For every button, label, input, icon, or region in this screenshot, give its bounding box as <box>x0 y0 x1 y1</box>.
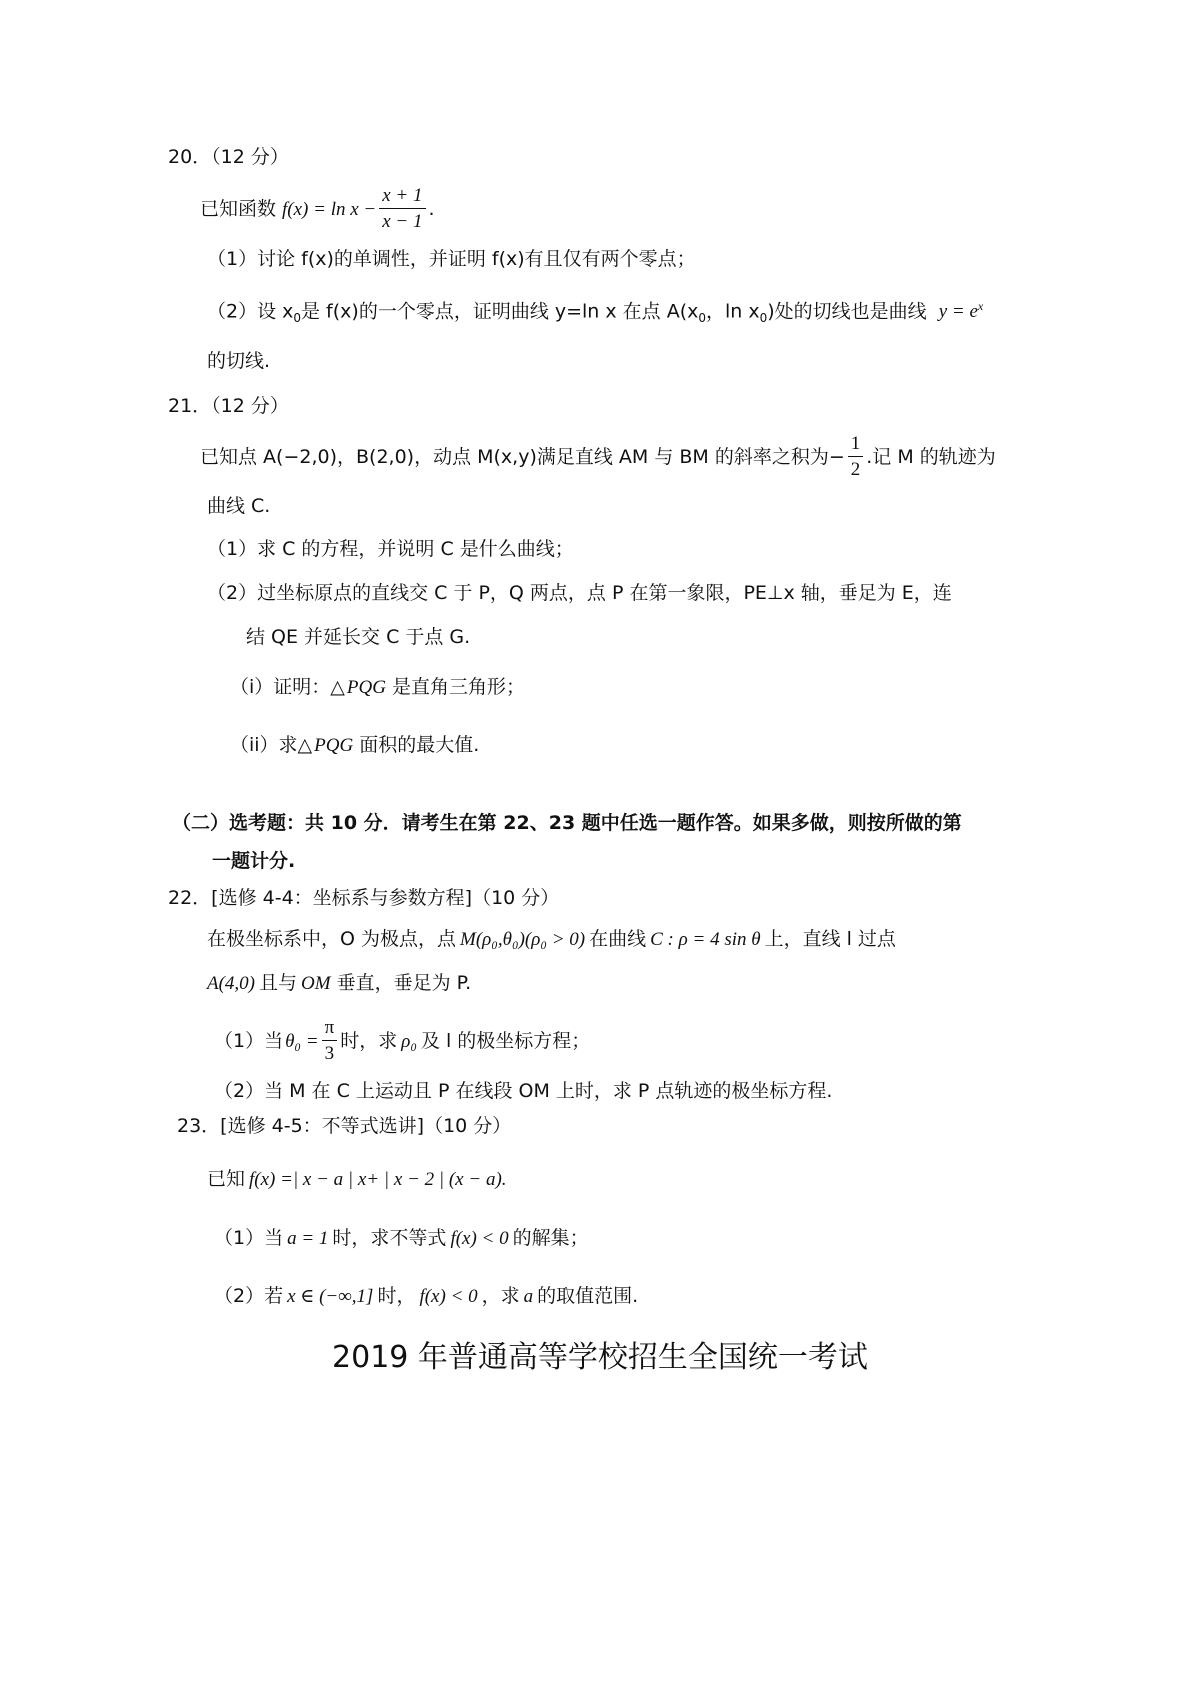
q23-number: 23．[选修 4-5：不等式选讲]（10 分） <box>177 1115 512 1137</box>
section2-heading: （二）选考题：共 10 分．请考生在第 22、23 题中任选一题作答。如果多做，则按所做的第 <box>172 812 962 834</box>
q21-part2-cont: 结 QE 并延长交 C 于点 G. <box>246 626 471 648</box>
q21-part-i-a: （i）证明：△ <box>230 676 345 698</box>
q22-part1 <box>214 1015 590 1067</box>
q21-part-ii-a: （ii）求△ <box>230 734 313 756</box>
q23-part2-c: ，求 <box>481 1285 520 1307</box>
q23-part1-a: （1）当 <box>214 1227 284 1249</box>
q21-part-ii-b: 面积的最大值. <box>359 734 480 756</box>
q22-fraction-denominator: 3 <box>324 1043 335 1064</box>
q21-stem <box>200 430 996 484</box>
q21-part-i <box>230 678 525 697</box>
q21-stem-a: 已知点 A(−2,0)，B(2,0)，动点 M(x,y)满足直线 AM 与 BM 的斜率之积为− <box>200 445 845 468</box>
q20-part2 <box>207 300 983 324</box>
q21-part-i-triangle: PQG <box>346 677 386 698</box>
q22-part1-c: 及 l 的极坐标方程； <box>420 1029 591 1052</box>
q20-part2-b: 是 f(x)的一个零点，证明曲线 y=ln x 在点 A(x <box>301 300 699 323</box>
section2-heading-cont: 一题计分. <box>212 850 296 872</box>
q21-fraction-numerator: 1 <box>848 434 864 457</box>
q20-stem-prefix: 已知函数 <box>200 197 277 220</box>
q23-stem <box>207 1170 507 1189</box>
footer-title: 2019 年普通高等学校招生全国统一考试 <box>332 1340 868 1375</box>
q23-a: a <box>523 1286 534 1307</box>
q22-point-a: A(4,0) <box>207 973 256 994</box>
q20-fraction-denominator: x − 1 <box>382 211 423 232</box>
q20-part2-sub2: 0 <box>698 311 706 326</box>
q23-part2 <box>214 1287 638 1306</box>
q23-part2-a: （2）若 <box>214 1285 284 1307</box>
q20-number: 20．（12 分） <box>168 146 289 168</box>
q23-function: f(x) =| x − a | x+ | x − 2 | (x − a). <box>249 1169 507 1190</box>
q20-part2-d: )处的切线也是曲线 <box>767 300 927 323</box>
q20-stem-end: . <box>428 197 435 220</box>
q21-part-ii <box>230 736 479 755</box>
q21-stem-b: .记 M 的轨迹为 <box>866 445 996 468</box>
q23-inequality: f(x) < 0 <box>450 1228 509 1249</box>
q20-part2-c: ，ln x <box>706 300 760 323</box>
q21-part-i-b: 是直角三角形； <box>391 676 525 698</box>
q21-part2: （2）过坐标原点的直线交 C 于 P，Q 两点，点 P 在第一象限，PE⊥x 轴，垂足为 E，连 <box>207 582 952 604</box>
q23-stem-a: 已知 <box>207 1168 246 1190</box>
q22-rho: ρ₀ <box>401 1030 417 1052</box>
q20-fraction <box>379 186 425 232</box>
q23-part1-c: 的解集； <box>512 1227 589 1249</box>
q21-number: 21．（12 分） <box>168 395 289 417</box>
q21-part-ii-triangle: PQG <box>314 735 354 756</box>
q22-stem2-a: 且与 <box>259 972 298 994</box>
q22-stem-cont <box>207 974 471 993</box>
q20-part2-cont: 的切线. <box>207 350 271 372</box>
q20-part2-sub: 0 <box>293 311 302 326</box>
q20-curve: y = e <box>938 301 978 323</box>
q23-inequality2: f(x) < 0 <box>419 1286 478 1307</box>
q22-stem-d: 上，直线 l 过点 <box>764 928 896 950</box>
q22-stem2-b: 垂直，垂足为 P. <box>336 972 472 994</box>
q22-curve: C : ρ = 4 sin θ <box>650 929 761 950</box>
q22-point-m: M(ρ₀,θ₀)(ρ₀ > 0) <box>460 929 586 950</box>
q21-part1: （1）求 C 的方程，并说明 C 是什么曲线； <box>207 538 574 560</box>
q22-fraction-numerator: π <box>322 1018 338 1041</box>
q23-domain: x ∈ (−∞,1] <box>287 1286 374 1307</box>
q23-part1 <box>214 1229 589 1248</box>
q22-stem <box>207 930 896 949</box>
q20-part1: （1）讨论 f(x)的单调性，并证明 f(x)有且仅有两个零点； <box>207 248 696 270</box>
q20-part2-a: （2）设 x <box>207 300 294 323</box>
q23-part2-d: 的取值范围. <box>537 1285 639 1307</box>
q23-a-value: a = 1 <box>287 1228 329 1249</box>
q20-fraction-numerator: x + 1 <box>379 186 425 209</box>
q20-function: f(x) = ln x − <box>282 198 377 220</box>
q22-om: OM <box>301 973 331 994</box>
q20-curve-exp: x <box>977 299 984 313</box>
q22-part1-a: （1）当 <box>214 1029 284 1052</box>
q23-part2-b: 时， <box>377 1285 416 1307</box>
q22-theta: θ₀ = <box>285 1030 319 1052</box>
q22-number: 22．[选修 4-4：坐标系与参数方程]（10 分） <box>168 887 560 909</box>
q22-stem-a: 在极坐标系中，O 为极点，点 <box>207 928 456 950</box>
q22-part2: （2）当 M 在 C 上运动且 P 在线段 OM 上时，求 P 点轨迹的极坐标方程. <box>214 1080 833 1102</box>
q22-part1-b: 时，求 <box>340 1029 398 1052</box>
q22-fraction <box>322 1018 338 1064</box>
q21-fraction <box>848 434 864 480</box>
q23-part1-b: 时，求不等式 <box>332 1227 447 1249</box>
q21-stem-cont: 曲线 C. <box>207 495 271 517</box>
q22-stem-b: 在曲线 <box>589 928 647 950</box>
q21-fraction-denominator: 2 <box>850 459 861 480</box>
q20-part2-sub3: 0 <box>759 311 768 326</box>
q20-stem <box>200 183 435 235</box>
